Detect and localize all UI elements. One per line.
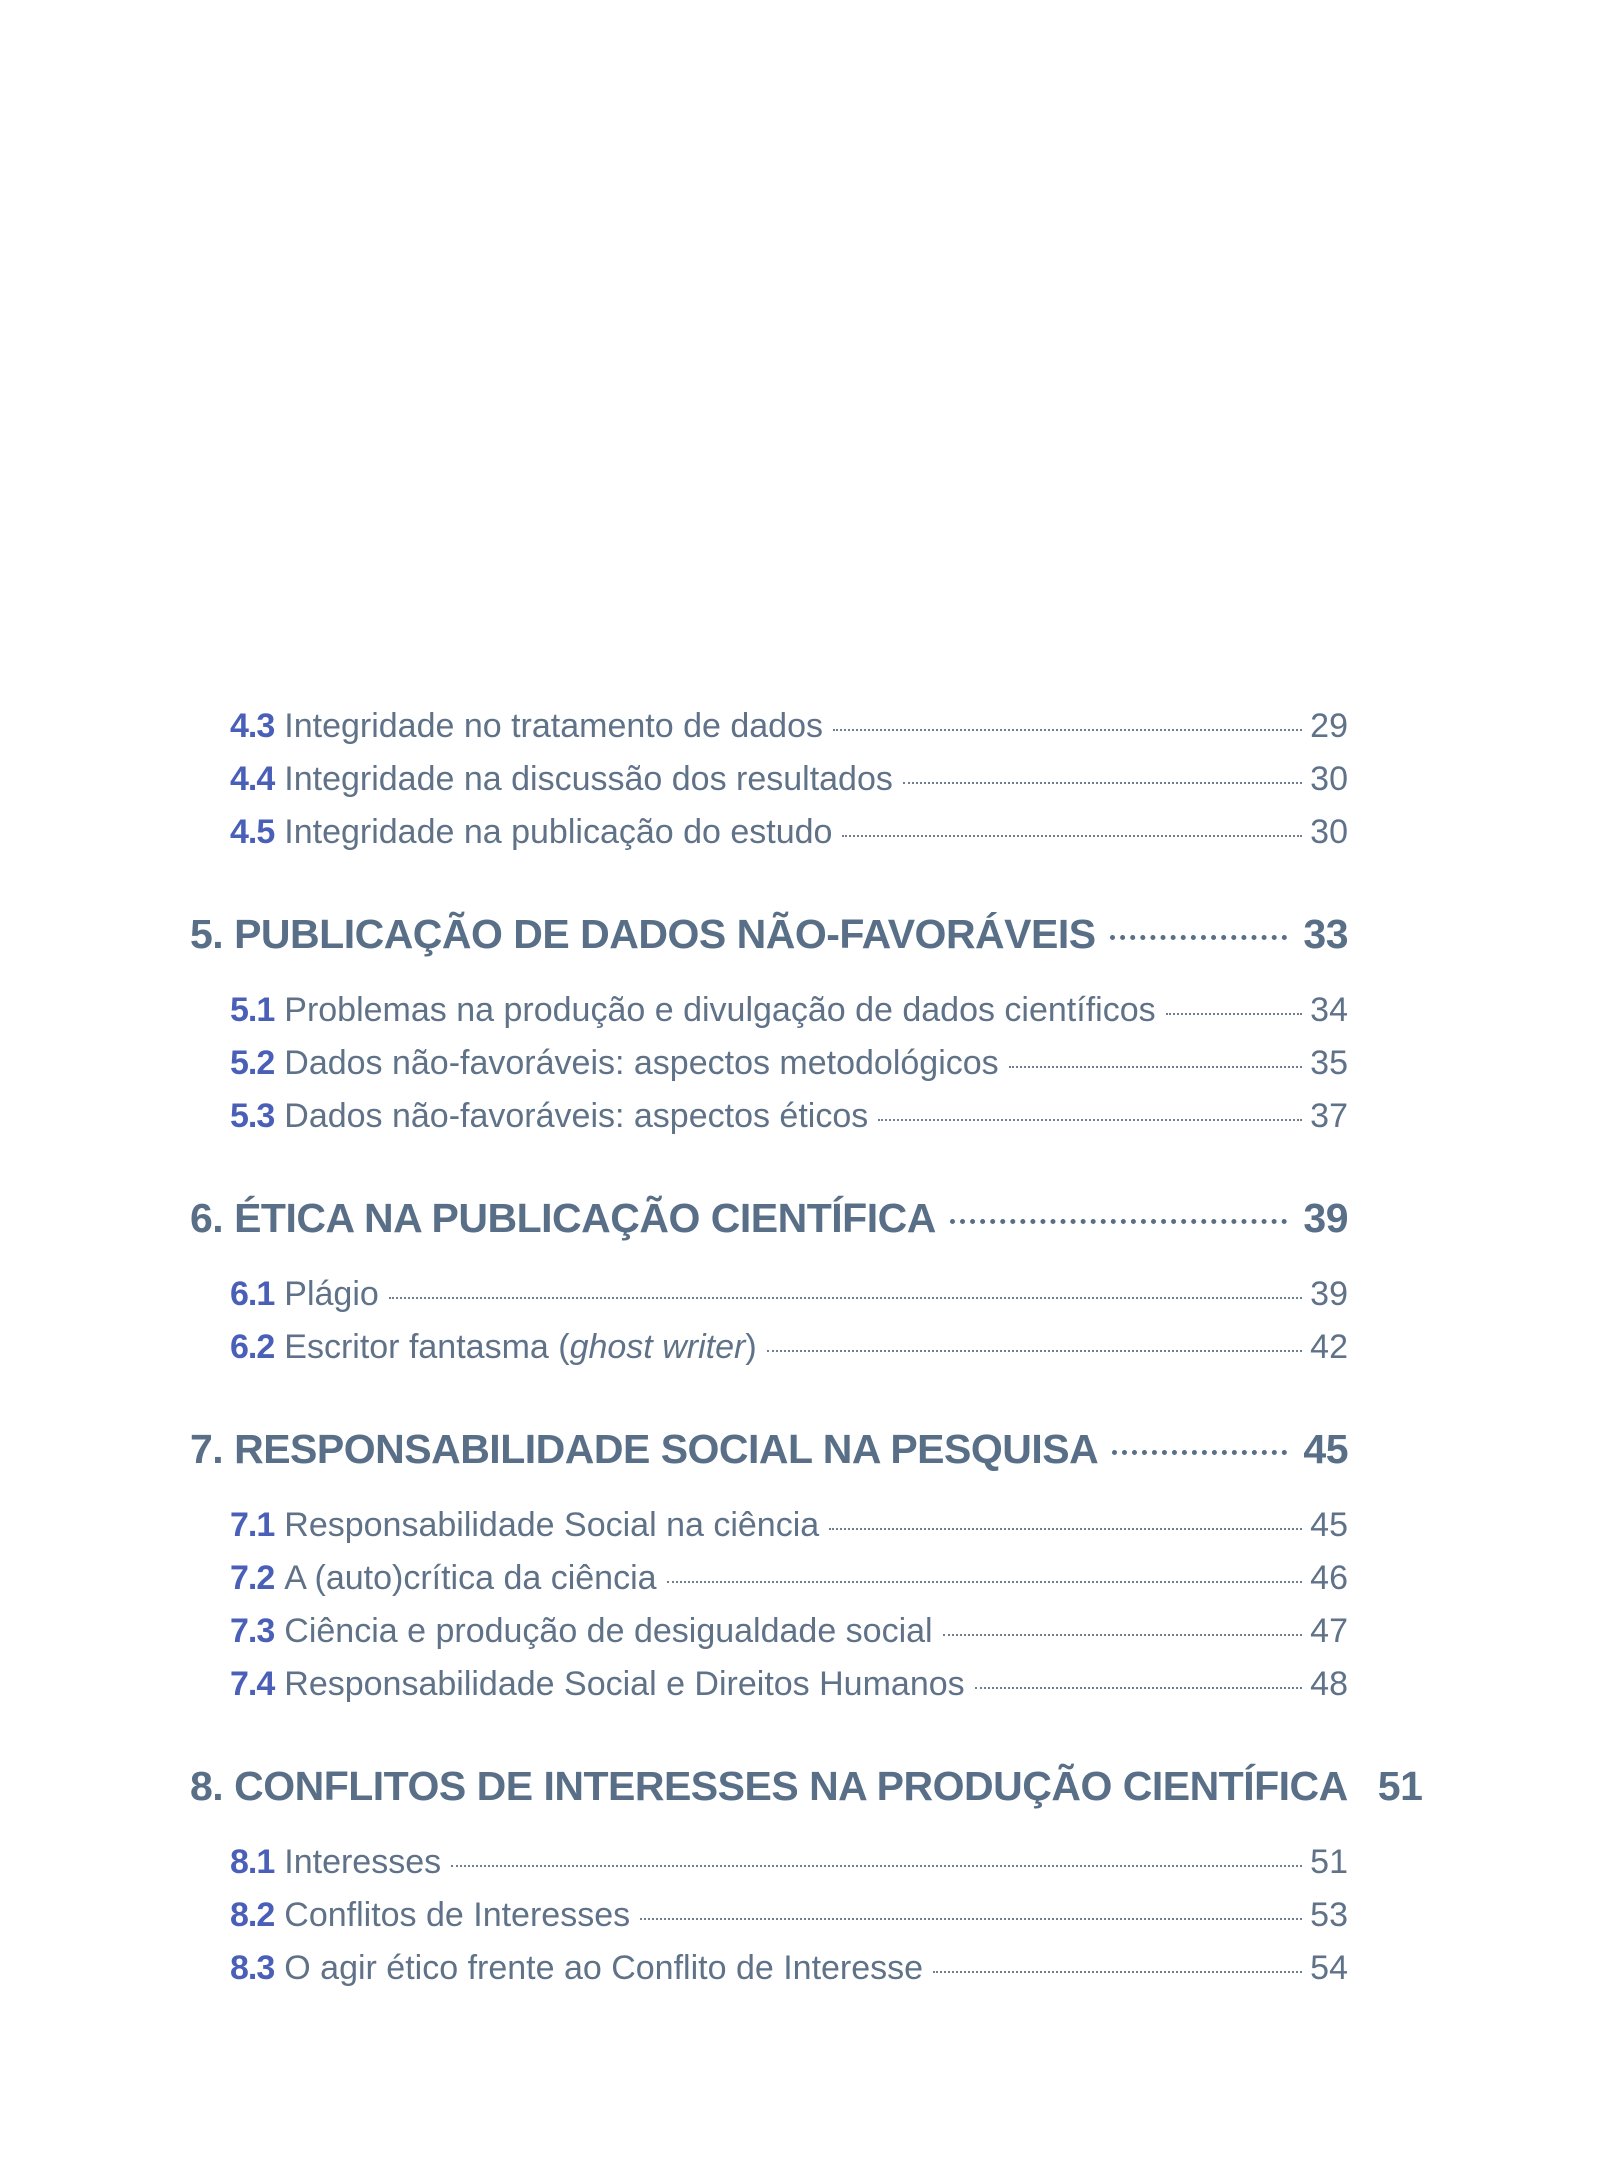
toc-entry-title: Dados não-favoráveis: aspectos metodológicos <box>284 1044 999 1082</box>
dot-leader <box>943 1634 1303 1636</box>
toc-entry-page: 35 <box>1310 1044 1348 1082</box>
toc-entry-page: 30 <box>1310 813 1348 851</box>
table-of-contents <box>190 700 1423 1995</box>
toc-entry-title <box>284 1321 756 1374</box>
toc-chapter-page: 51 <box>1377 1763 1423 1809</box>
toc-entry-title-suffix: ) <box>745 1328 757 1366</box>
toc-entry-number: 5.2 <box>230 1044 275 1082</box>
toc-entry-page: 47 <box>1310 1612 1348 1650</box>
toc-entry-4-3[interactable] <box>230 700 1348 753</box>
toc-entry-page: 45 <box>1310 1506 1348 1544</box>
toc-entry-number: 6.2 <box>230 1328 275 1366</box>
toc-entry-title: A (auto)crítica da ciência <box>284 1559 657 1597</box>
toc-entry-number: 4.4 <box>230 760 275 798</box>
toc-entry-6-2[interactable] <box>230 1321 1348 1374</box>
toc-entry-page: 51 <box>1310 1843 1348 1881</box>
toc-entry-title: Conflitos de Interesses <box>284 1896 631 1934</box>
toc-entry-4-4[interactable] <box>230 753 1348 806</box>
toc-entry-title: O agir ético frente ao Conflito de Interesse <box>284 1949 924 1987</box>
toc-entry-title: Responsabilidade Social na ciência <box>284 1506 820 1544</box>
dot-leader <box>1110 935 1288 940</box>
toc-entry-number: 8.3 <box>230 1949 275 1987</box>
toc-entry-page: 54 <box>1310 1949 1348 1987</box>
dot-leader <box>933 1971 1302 1973</box>
toc-entry-page: 46 <box>1310 1559 1348 1597</box>
toc-entry-number: 6.1 <box>230 1275 275 1313</box>
dot-leader <box>833 729 1302 731</box>
toc-entry-7-3[interactable] <box>230 1605 1348 1658</box>
toc-entry-title-italic: ghost writer <box>569 1328 746 1366</box>
dot-leader <box>767 1350 1303 1352</box>
toc-entry-number: 7.3 <box>230 1612 275 1650</box>
toc-entry-page: 30 <box>1310 760 1348 798</box>
dot-leader <box>1112 1450 1287 1455</box>
dot-leader <box>1009 1066 1303 1068</box>
dot-leader <box>975 1687 1303 1689</box>
toc-entry-title: Responsabilidade Social e Direitos Humanos <box>284 1665 965 1703</box>
toc-entry-title: Interesses <box>284 1843 442 1881</box>
toc-entry-page: 42 <box>1310 1328 1348 1366</box>
dot-leader <box>950 1219 1288 1224</box>
toc-entry-number: 4.5 <box>230 813 275 851</box>
toc-entry-5-2[interactable] <box>230 1037 1348 1090</box>
toc-chapter-title: 8. CONFLITOS DE INTERESSES NA PRODUÇÃO CIENTÍFICA <box>190 1763 1348 1809</box>
toc-entry-number: 7.1 <box>230 1506 275 1544</box>
toc-entry-title: Dados não-favoráveis: aspectos éticos <box>284 1097 869 1135</box>
toc-entry-page: 34 <box>1310 991 1348 1029</box>
toc-entry-page: 48 <box>1310 1665 1348 1703</box>
toc-entry-title: Problemas na produção e divulgação de dados científicos <box>284 991 1156 1029</box>
toc-entry-page: 53 <box>1310 1896 1348 1934</box>
toc-entry-page: 37 <box>1310 1097 1348 1135</box>
dot-leader <box>451 1865 1302 1867</box>
toc-entry-8-2[interactable] <box>230 1889 1348 1942</box>
toc-chapter-page: 33 <box>1303 911 1348 957</box>
dot-leader <box>829 1528 1302 1530</box>
toc-chapter-title: 5. PUBLICAÇÃO DE DADOS NÃO-FAVORÁVEIS <box>190 911 1096 957</box>
toc-entry-4-5[interactable] <box>230 806 1348 859</box>
toc-chapter-page: 45 <box>1303 1426 1348 1472</box>
toc-chapter-5[interactable] <box>190 904 1348 964</box>
toc-chapter-title: 6. ÉTICA NA PUBLICAÇÃO CIENTÍFICA <box>190 1195 936 1241</box>
dot-leader <box>842 835 1302 837</box>
toc-entry-7-2[interactable] <box>230 1552 1348 1605</box>
toc-chapter-8[interactable] <box>190 1756 1423 1816</box>
toc-entry-page: 29 <box>1310 707 1348 745</box>
toc-entry-number: 8.2 <box>230 1896 275 1934</box>
dot-leader <box>878 1119 1302 1121</box>
toc-entry-number: 8.1 <box>230 1843 275 1881</box>
toc-entry-title: Integridade no tratamento de dados <box>284 707 823 745</box>
dot-leader <box>903 782 1302 784</box>
toc-entry-8-3[interactable] <box>230 1942 1348 1995</box>
dot-leader <box>640 1918 1302 1920</box>
toc-entry-page: 39 <box>1310 1275 1348 1313</box>
toc-entry-title-prefix: Escritor fantasma ( <box>284 1328 570 1366</box>
toc-entry-number: 7.4 <box>230 1665 275 1703</box>
toc-entry-number: 5.1 <box>230 991 275 1029</box>
toc-entry-title: Integridade na publicação do estudo <box>284 813 833 851</box>
toc-entry-6-1[interactable] <box>230 1268 1348 1321</box>
toc-entry-8-1[interactable] <box>230 1836 1348 1889</box>
toc-chapter-title: 7. RESPONSABILIDADE SOCIAL NA PESQUISA <box>190 1426 1099 1472</box>
toc-chapter-7[interactable] <box>190 1419 1348 1479</box>
toc-entry-number: 7.2 <box>230 1559 275 1597</box>
toc-entry-5-1[interactable] <box>230 984 1348 1037</box>
dot-leader <box>1166 1013 1303 1015</box>
toc-entry-5-3[interactable] <box>230 1090 1348 1143</box>
toc-entry-7-4[interactable] <box>230 1658 1348 1711</box>
toc-entry-number: 5.3 <box>230 1097 275 1135</box>
toc-entry-title: Plágio <box>284 1275 379 1313</box>
toc-entry-title: Ciência e produção de desigualdade social <box>284 1612 933 1650</box>
toc-chapter-page: 39 <box>1303 1195 1348 1241</box>
dot-leader <box>667 1581 1303 1583</box>
toc-entry-number: 4.3 <box>230 707 275 745</box>
toc-entry-title: Integridade na discussão dos resultados <box>284 760 893 798</box>
toc-entry-7-1[interactable] <box>230 1499 1348 1552</box>
dot-leader <box>389 1297 1302 1299</box>
toc-chapter-6[interactable] <box>190 1188 1348 1248</box>
